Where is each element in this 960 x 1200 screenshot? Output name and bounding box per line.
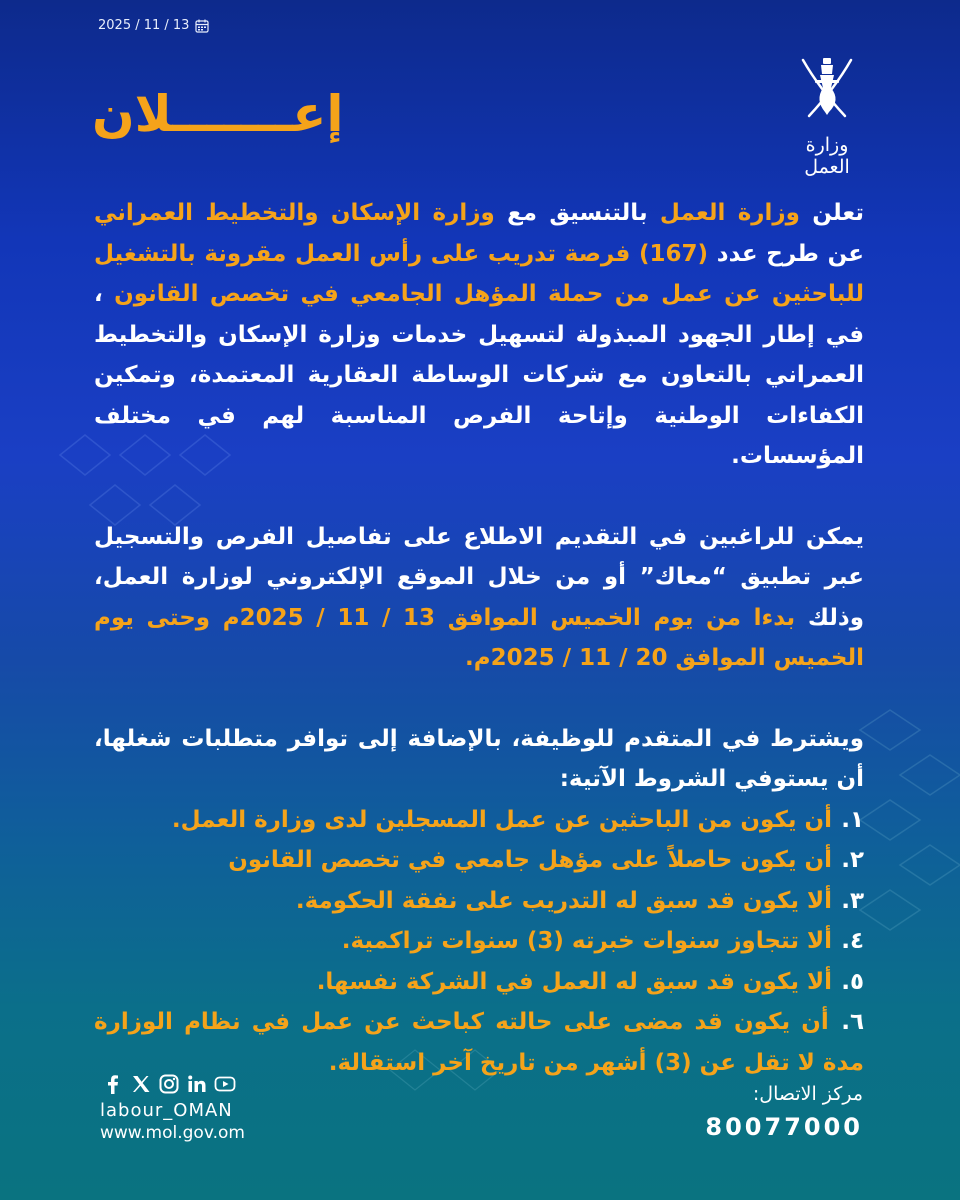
date-text: 2025 / 11 / 13	[98, 18, 190, 33]
paragraph-registration	[94, 517, 864, 679]
call-center-number[interactable]: 80077000	[705, 1113, 863, 1141]
x-twitter-icon[interactable]	[130, 1073, 152, 1095]
youtube-icon[interactable]	[214, 1073, 236, 1095]
paragraph-intro	[94, 193, 864, 477]
p1-text-c: بالتنسيق مع	[494, 200, 660, 226]
conditions-list	[94, 800, 864, 1084]
announcement-body	[94, 193, 864, 1083]
social-handle: labour_OMAN	[100, 1100, 233, 1121]
condition-item	[94, 1002, 864, 1083]
condition-number: ٤.	[841, 928, 864, 954]
condition-item	[94, 840, 864, 881]
condition-number: ٥.	[841, 968, 864, 995]
condition-text: أن يكون من الباحثين عن عمل المسجلين لدى وزارة العمل.	[171, 806, 832, 833]
condition-number: ٢.	[841, 847, 864, 873]
instagram-icon[interactable]	[158, 1073, 180, 1095]
p1-ministry-labour: وزارة العمل	[659, 200, 800, 226]
condition-item	[94, 800, 864, 841]
condition-text: ألا تتجاوز سنوات خبرته (3) سنوات تراكمية.	[341, 928, 832, 954]
calendar-icon	[195, 19, 209, 33]
condition-number: ٣.	[841, 887, 864, 914]
p1-text-e: عن طرح عدد	[708, 240, 864, 267]
oman-emblem-icon	[789, 52, 865, 128]
condition-number: ١.	[841, 806, 864, 833]
page-title: إعـــــــلان	[92, 85, 344, 143]
p1-text-a: تعلن	[799, 200, 864, 226]
p1-ministry-housing: وزارة الإسكان والتخطيط العمراني	[94, 200, 495, 226]
condition-text: ألا يكون قد سبق له العمل في الشركة نفسها.	[316, 968, 832, 995]
p2-dates: بدءا من يوم الخميس الموافق 13 / 11 / 2025م وحتى يوم الخميس الموافق 20 / 11 / 2025م.	[94, 604, 864, 671]
website-link[interactable]: www.mol.gov.om	[100, 1123, 245, 1143]
logo-label: وزارة العمل	[804, 134, 850, 178]
paragraph-conditions-intro: ويشترط في المتقدم للوظيفة، بالإضافة إلى توافر متطلبات شغلها، أن يستوفي الشروط الآتية:	[94, 725, 864, 792]
condition-item	[94, 962, 864, 1003]
p1-opportunities: (167) فرصة تدريب على رأس العمل مقرونة بالتشغيل للباحثين عن عمل من حملة المؤهل الجامعي في تخصص القانون	[94, 240, 864, 307]
call-center-label: مركز الاتصال:	[752, 1083, 863, 1105]
social-footer	[100, 1073, 245, 1143]
call-center	[705, 1083, 863, 1141]
ministry-logo	[782, 52, 872, 178]
condition-text: أن يكون قد مضى على حالته كباحث عن عمل في نظام الوزارة مدة لا تقل عن (3) أشهر من تاريخ آخر استقالة.	[94, 1009, 864, 1076]
condition-text: ألا يكون قد سبق له التدريب على نفقة الحكومة.	[295, 887, 832, 914]
publish-date	[98, 18, 209, 33]
linkedin-icon[interactable]	[186, 1073, 208, 1095]
condition-item	[94, 881, 864, 922]
condition-item	[94, 921, 864, 962]
p1-text-g: ، في إطار الجهود المبذولة لتسهيل خدمات وزارة الإسكان والتخطيط العمراني بالتعاون مع شركات الوساطة العقارية المعتمدة، وتمكين الكفاءات الوطنية وإتاحة الفرص المناسبة لهم في مختلف المؤسسات.	[94, 281, 864, 469]
p2-text-a: يمكن للراغبين في التقديم الاطلاع على تفاصيل الفرص والتسجيل عبر تطبيق “معاك” أو من خلال الموقع الإلكتروني لوزارة العمل، وذلك	[94, 523, 864, 631]
facebook-icon[interactable]	[102, 1073, 124, 1095]
condition-text: أن يكون حاصلاً على مؤهل جامعي في تخصص القانون	[228, 847, 832, 873]
condition-number: ٦.	[841, 1009, 864, 1035]
social-icons	[102, 1073, 245, 1095]
